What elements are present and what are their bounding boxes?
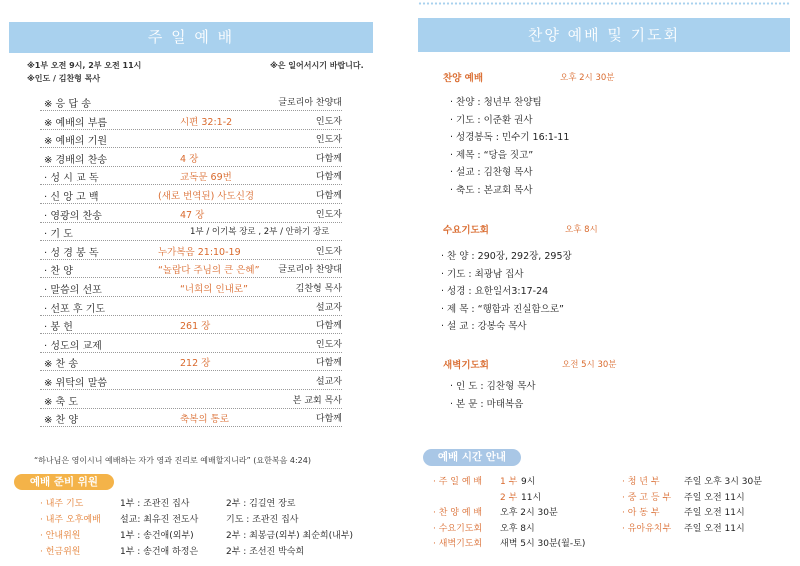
order-row <box>40 148 342 167</box>
prep-role: · 내주 기도 <box>40 499 84 509</box>
schedule-label: · 청 년 부 <box>622 477 660 487</box>
order-item-name: · 봉 헌 <box>44 322 73 334</box>
schedule-time: 11시 <box>521 492 542 503</box>
order-item-leader: 다함께 <box>315 358 342 369</box>
order-row <box>40 390 342 409</box>
schedule-sub: 1 부 <box>500 477 518 487</box>
detail-line: · 기도 : 이준환 권사 <box>450 114 533 126</box>
order-item-name: · 기 도 <box>44 229 73 241</box>
wednesday-prayer-time: 오후 8시 <box>565 225 598 235</box>
order-item-name: ※ 찬 양 <box>44 415 79 427</box>
order-row <box>40 334 342 353</box>
order-row <box>40 241 342 260</box>
prep-first-service: 설교: 최유진 전도사 <box>120 515 199 525</box>
header-dotted-rule <box>418 2 790 5</box>
detail-line: · 성경 : 요한일서3:17-24 <box>441 286 549 298</box>
order-row <box>40 352 342 371</box>
order-item-name: · 성 경 봉 독 <box>44 247 99 259</box>
order-row <box>40 204 342 223</box>
prep-row <box>40 527 360 541</box>
order-item-detail: 교독문 69번 <box>180 172 232 184</box>
order-item-detail: 누가복음 21:10-19 <box>158 246 241 258</box>
order-row <box>40 371 342 390</box>
detail-line: · 본 문 : 마태복음 <box>450 398 524 410</box>
order-item-name: · 찬 양 <box>44 266 73 278</box>
order-row <box>40 315 342 334</box>
order-item-name: ※ 응 답 송 <box>44 99 91 110</box>
scripture-quote: “하나님은 영이시니 예배하는 자가 영과 진리로 예배할지니라” (요한복음 4:24) <box>34 456 311 465</box>
schedule-label: · 주 일 예 배 <box>433 477 483 487</box>
dawn-prayer-title: 새벽기도회 <box>443 360 489 371</box>
schedule-sub: 2 부 <box>500 492 518 503</box>
order-item-name: ※ 축 도 <box>44 396 79 408</box>
schedule-time: 주일 오전 11시 <box>684 492 745 503</box>
order-item-leader: 글로리아 찬양대 <box>278 98 342 108</box>
prep-first-service: 1부 : 조관진 집사 <box>120 499 190 509</box>
prep-role: · 내주 오후예배 <box>40 515 101 525</box>
service-times: ※1부 오전 9시, 2부 오전 11시 <box>27 61 142 70</box>
order-item-leader: 글로리아 찬양대 <box>278 265 342 276</box>
order-item-name: ※ 찬 송 <box>44 359 79 371</box>
order-item-leader: 인도자 <box>315 246 342 257</box>
prep-role: · 안내위원 <box>40 531 81 541</box>
order-item-detail: 4 장 <box>180 153 199 165</box>
prep-row <box>40 511 360 525</box>
schedule-label: · 중 고 등 부 <box>622 492 672 503</box>
order-row <box>40 408 342 427</box>
order-row <box>40 111 342 130</box>
order-row <box>40 297 342 316</box>
schedule-label: · 찬 양 예 배 <box>433 508 483 518</box>
schedule-row <box>433 536 603 550</box>
praise-prayer-header: 찬양 예배 및 기도회 <box>418 18 790 52</box>
worship-header: 주 일 예 배 <box>9 22 373 53</box>
order-item-leader: 인도자 <box>315 339 342 350</box>
order-item-name: · 선포 후 기도 <box>44 303 106 315</box>
order-item-name: ※ 위탁의 말씀 <box>44 378 108 389</box>
prep-first-service: 1부 : 송건애 하정은 <box>120 547 199 557</box>
order-item-name: · 성도의 교제 <box>44 340 102 352</box>
order-item-leader: 다함께 <box>315 172 342 183</box>
wednesday-prayer-title: 수요기도회 <box>443 225 489 236</box>
prep-committee-title: 예배 준비 위원 <box>14 474 114 490</box>
detail-line: · 제목 : “당을 짓고” <box>450 149 534 161</box>
order-item-leader: 설교자 <box>315 377 342 387</box>
prep-second-service: 기도 : 조관진 집사 <box>226 515 299 525</box>
order-item-detail: 212 장 <box>180 358 211 370</box>
schedule-time: 새벽 5시 30분(월-토) <box>500 539 586 549</box>
schedule-time: 9시 <box>521 477 536 487</box>
order-item-detail: 47 장 <box>180 209 205 221</box>
detail-line: · 성경봉독 : 민수기 16:1-11 <box>450 132 570 144</box>
schedule-row <box>433 490 603 504</box>
schedule-time: 주일 오전 11시 <box>684 508 745 518</box>
order-item-prayer: 1부 / 이기복 장로 , 2부 / 안하기 장로 <box>190 227 330 238</box>
detail-line: · 설교 : 김찬형 목사 <box>450 167 533 179</box>
prep-second-service: 2부 : 김길연 장로 <box>226 499 296 509</box>
order-item-name: ※ 예배의 부름 <box>44 117 108 129</box>
order-row <box>40 185 342 204</box>
schedule-row <box>433 505 603 519</box>
schedule-row <box>433 521 603 535</box>
order-item-leader: 다함께 <box>315 414 342 425</box>
order-item-detail: “놀랍다 주님의 큰 은혜” <box>158 265 260 277</box>
order-item-name: · 말씀의 선포 <box>44 285 102 296</box>
order-item-leader: 본 교회 목사 <box>292 395 342 406</box>
order-item-leader: 인도자 <box>315 209 342 220</box>
order-row <box>40 129 342 148</box>
order-row <box>40 222 342 241</box>
order-item-leader: 김찬형 목사 <box>295 284 342 294</box>
schedule-label: · 새벽기도회 <box>433 539 483 549</box>
order-item-leader: 다함께 <box>315 321 342 332</box>
schedule-label: · 유아유치부 <box>622 523 672 534</box>
detail-line: · 제 목 : “행함과 진실함으로” <box>441 303 564 315</box>
order-item-name: · 영광의 찬송 <box>44 210 102 222</box>
detail-line: · 찬양 : 청년부 찬양팀 <box>450 97 542 108</box>
detail-line: · 찬 양 : 290장, 292장, 295장 <box>441 251 572 262</box>
prep-row <box>40 495 360 509</box>
schedule-label: · 아 동 부 <box>622 508 660 518</box>
order-item-detail: (새로 번역된) 사도신경 <box>158 191 255 202</box>
worship-leader: ※인도 / 김찬형 목사 <box>27 74 101 83</box>
schedule-title: 예배 시간 안내 <box>423 449 521 466</box>
praise-service-title: 찬양 예배 <box>443 73 484 84</box>
order-item-detail: 시편 32:1-2 <box>180 116 233 128</box>
schedule-row <box>622 505 792 519</box>
schedule-row <box>622 490 792 504</box>
order-item-leader: 설교자 <box>315 302 342 313</box>
detail-line: · 기도 : 최광남 집사 <box>441 268 524 280</box>
order-item-name: ※ 경배의 찬송 <box>44 154 108 166</box>
praise-service-time: 오후 2시 30분 <box>560 73 615 83</box>
detail-line: · 인 도 : 김찬형 목사 <box>450 381 536 392</box>
schedule-time: 오후 8시 <box>500 523 535 534</box>
order-item-name: · 신 앙 고 백 <box>44 192 99 203</box>
order-item-leader: 인도자 <box>315 135 342 146</box>
schedule-row <box>622 521 792 535</box>
schedule-time: 오후 2시 30분 <box>500 508 558 518</box>
order-row <box>40 259 342 278</box>
prep-role: · 헌금위원 <box>40 547 81 557</box>
schedule-row <box>433 474 603 488</box>
schedule-label: · 수요기도회 <box>433 523 483 534</box>
order-item-detail: 축복의 통로 <box>180 414 229 426</box>
schedule-row <box>622 474 792 488</box>
prep-row <box>40 543 360 557</box>
prep-second-service: 2부 : 최봉금(외부) 최순희(내부) <box>226 531 354 541</box>
order-item-name: ※ 예배의 기원 <box>44 136 108 148</box>
order-item-leader: 인도자 <box>315 116 342 127</box>
schedule-time: 주일 오후 3시 30분 <box>684 477 762 487</box>
schedule-time: 주일 오전 11시 <box>684 523 745 534</box>
prep-first-service: 1부 : 송건애(외부) <box>120 531 194 541</box>
detail-line: · 설 교 : 강봉숙 목사 <box>441 321 527 333</box>
detail-line: · 축도 : 본교회 목사 <box>450 185 533 196</box>
order-row <box>40 278 342 297</box>
order-item-leader: 다함께 <box>315 153 342 164</box>
order-row <box>40 92 342 111</box>
order-item-detail: “너희의 인내로” <box>180 284 248 295</box>
order-item-detail: 261 장 <box>180 321 211 333</box>
dawn-prayer-time: 오전 5시 30분 <box>562 360 617 370</box>
prep-second-service: 2부 : 조선진 박숙희 <box>226 547 305 557</box>
order-item-leader: 다함께 <box>315 191 342 201</box>
order-row <box>40 166 342 185</box>
stand-note: ※은 일어서시기 바랍니다. <box>270 61 364 70</box>
order-item-name: · 성 시 교 독 <box>44 173 99 185</box>
